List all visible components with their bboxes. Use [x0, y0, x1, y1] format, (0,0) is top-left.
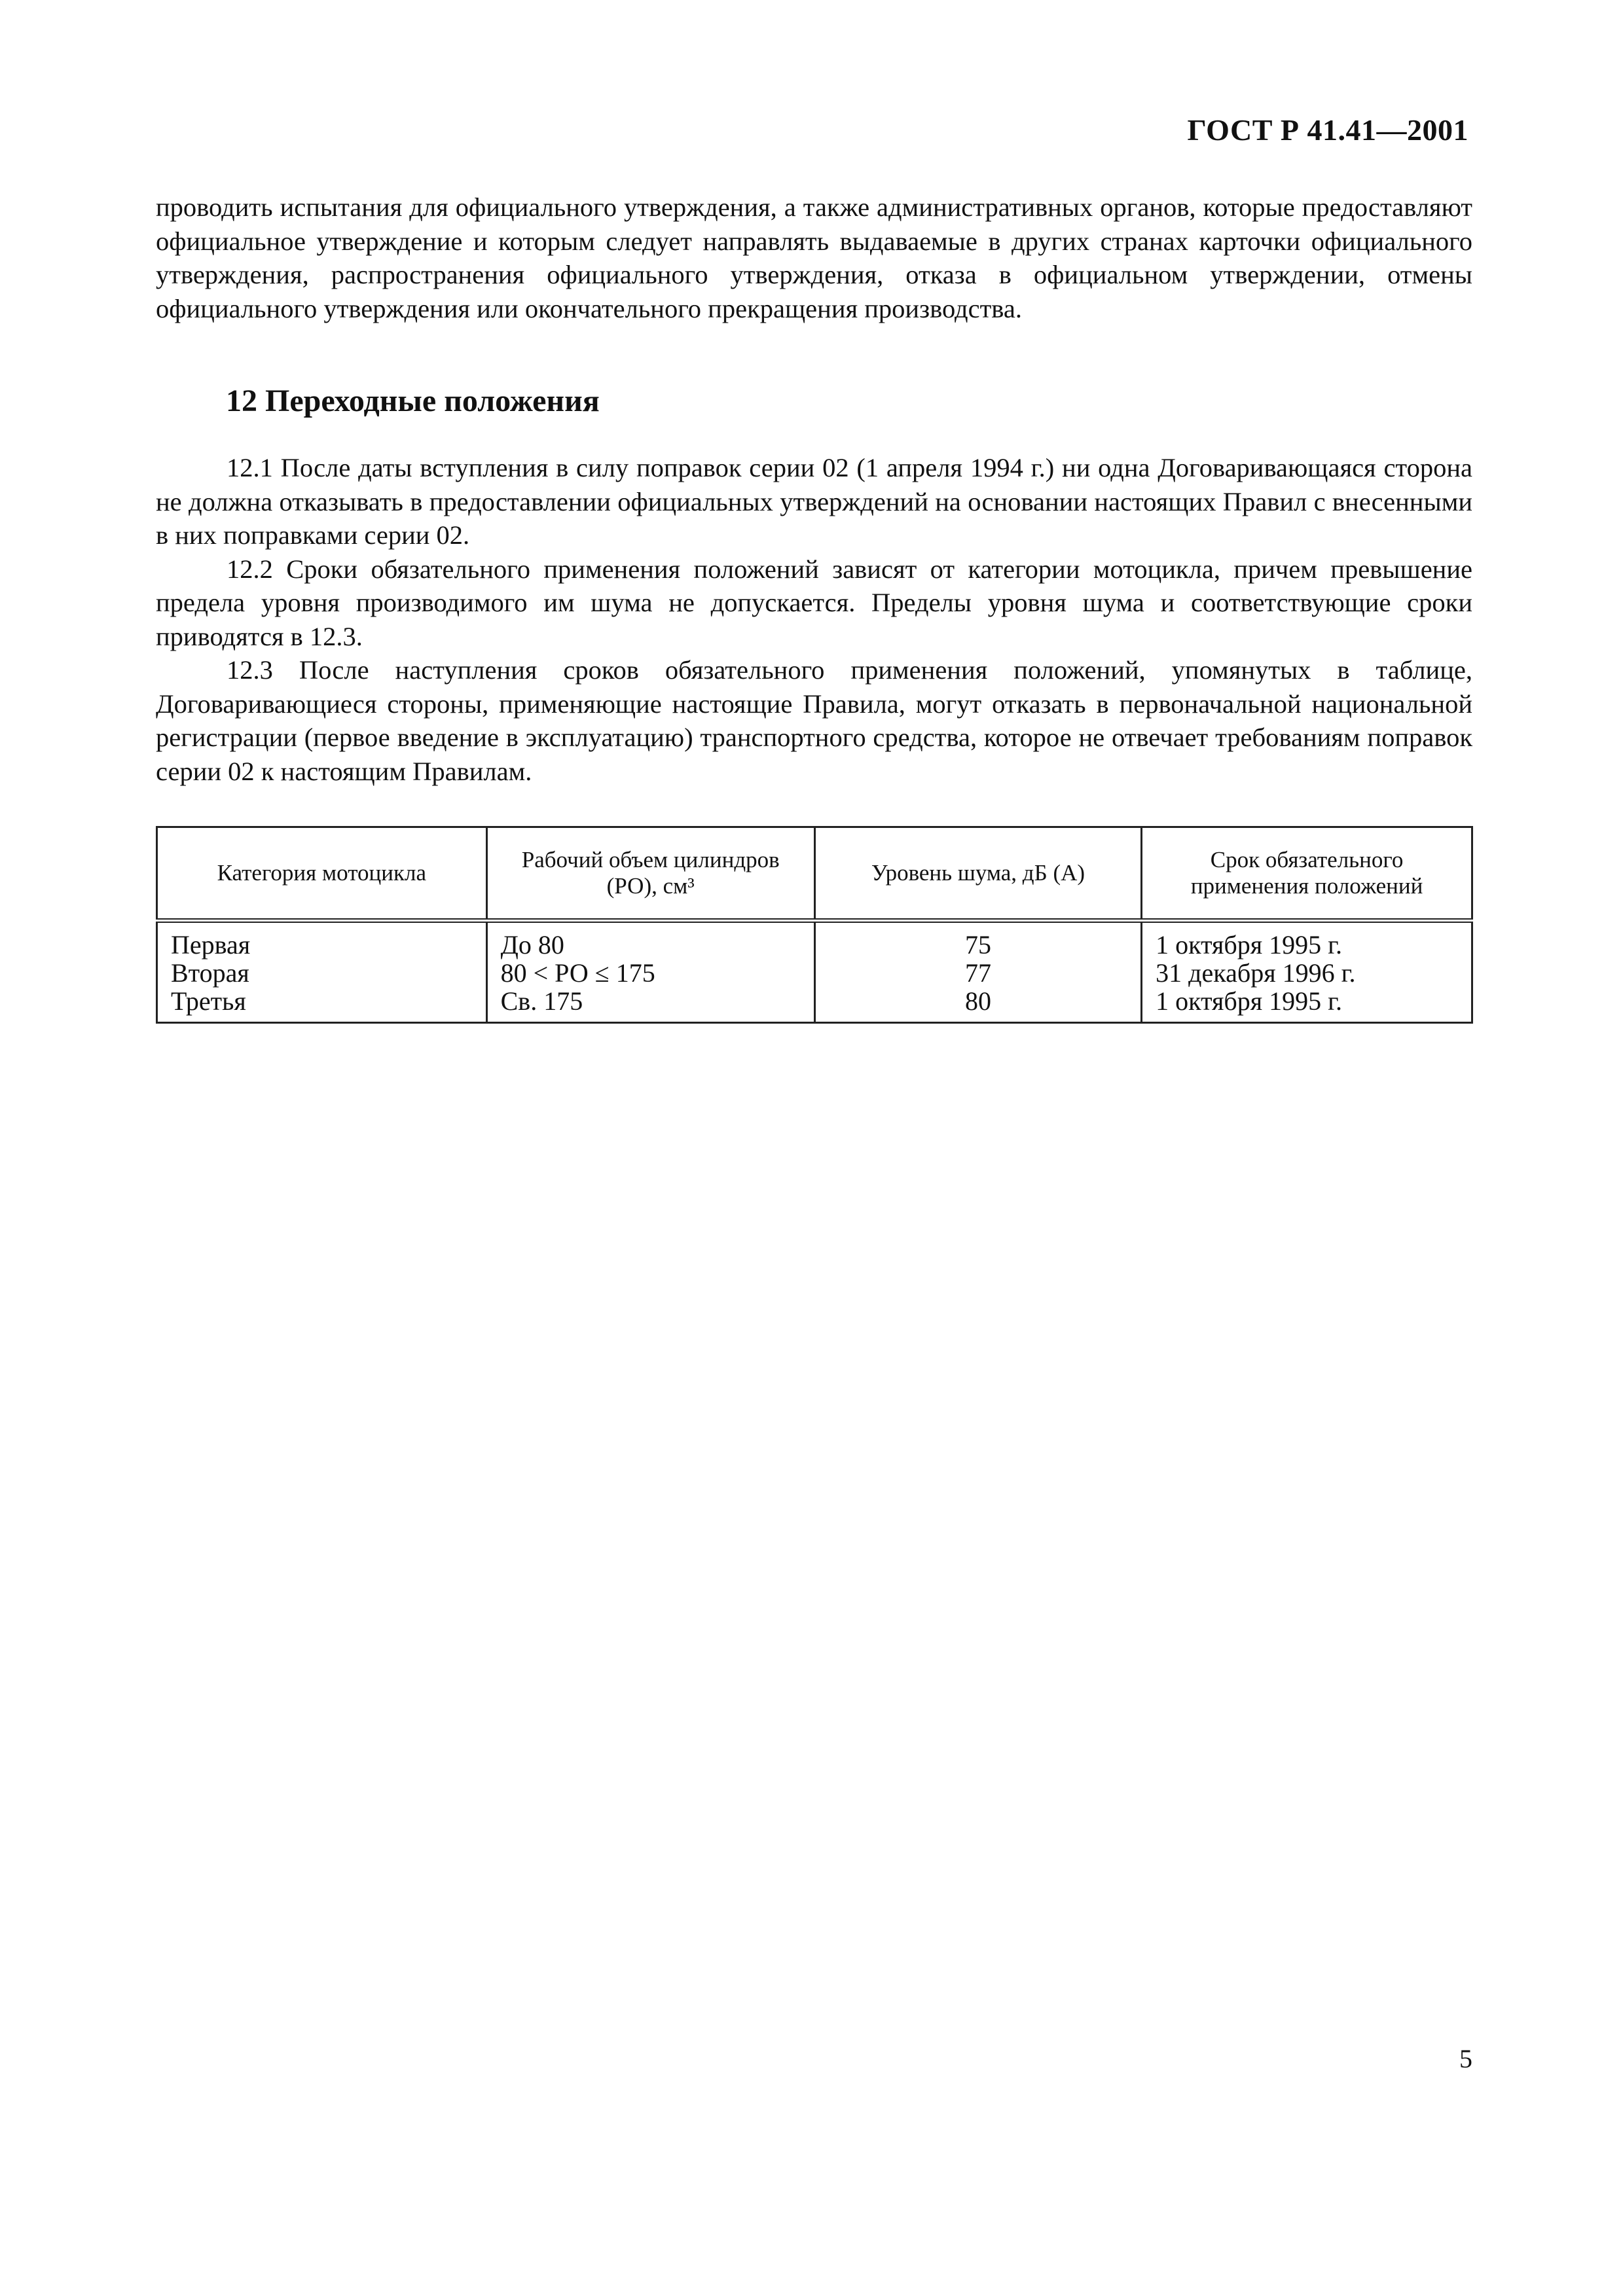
header-noise-label: Уровень шума, дБ (А) — [871, 860, 1085, 886]
paragraph-12-1: 12.1 После даты вступления в силу поправок серии 02 (1 апреля 1994 г.) ни одна Договаривающаяся сторона не должна отказывать в предоставлении официальных утверждений на основании настоящих Правил с внесенными в них поправками серии 02. — [156, 453, 1472, 550]
category-value: Вторая — [171, 958, 249, 988]
table-header-row — [157, 827, 1472, 921]
noise-value: 75 — [964, 930, 991, 960]
term-cell — [1142, 921, 1472, 1023]
header-category — [157, 827, 487, 921]
header-volume-label-line2: (РО), см³ — [606, 873, 695, 899]
term-value: 1 октября 1995 г. — [1156, 986, 1343, 1016]
category-value: Первая — [171, 930, 251, 960]
term-value: 31 декабря 1996 г. — [1156, 958, 1356, 988]
category-value: Третья — [171, 986, 246, 1016]
volume-value: Св. 175 — [500, 986, 583, 1016]
section-title: 12 Переходные положения — [226, 384, 600, 418]
header-term-label-line2: применения положений — [1190, 873, 1423, 899]
header-term-label-line1: Срок обязательного — [1210, 847, 1404, 872]
document-code-header: ГОСТ Р 41.41—2001 — [1187, 113, 1468, 147]
header-volume — [486, 827, 814, 921]
category-cell — [157, 921, 487, 1023]
noise-cell — [814, 921, 1141, 1023]
header-volume-label-line1: Рабочий объем цилиндров — [521, 847, 780, 872]
volume-value: 80 < РО ≤ 175 — [500, 958, 655, 988]
noise-value: 77 — [964, 958, 991, 988]
page-number: 5 — [1459, 2044, 1472, 2073]
term-value: 1 октября 1995 г. — [1156, 930, 1343, 960]
continuation-text: проводить испытания для официального утверждения, а также административных органов, которые предоставляют официальное утверждение и которым следует направлять выдаваемые в других странах карточки официального утверждения, распространения официального утверждения, отказа в официальном утверждении, отмены официального утверждения или окончательного прекращения производства. — [156, 192, 1472, 323]
noise-limits-table — [156, 826, 1473, 1024]
volume-cell — [486, 921, 814, 1023]
paragraph-12-3: 12.3 После наступления сроков обязательного применения положений, упомянутых в таблице, Договаривающиеся стороны, применяющие настоящие Правила, могут отказать в первоначальной национальной регистрации (первое введение в эксплуатацию) транспортного средства, которое не отвечает требованиям поправок серии 02 к настоящим Правилам. — [156, 655, 1472, 786]
noise-value: 80 — [964, 986, 991, 1016]
continuation-paragraph — [156, 190, 1472, 325]
header-category-label: Категория мотоцикла — [217, 860, 427, 886]
paragraph-12-2: 12.2 Сроки обязательного применения положений зависят от категории мотоцикла, причем превышение предела уровня производимого им шума не допускается. Пределы уровня шума и соответствующие сроки приводятся в 12.3. — [156, 554, 1472, 651]
table-row — [157, 921, 1472, 1023]
volume-value: До 80 — [500, 930, 564, 960]
section-paragraphs — [156, 451, 1472, 788]
header-noise — [814, 827, 1141, 921]
header-term — [1142, 827, 1472, 921]
